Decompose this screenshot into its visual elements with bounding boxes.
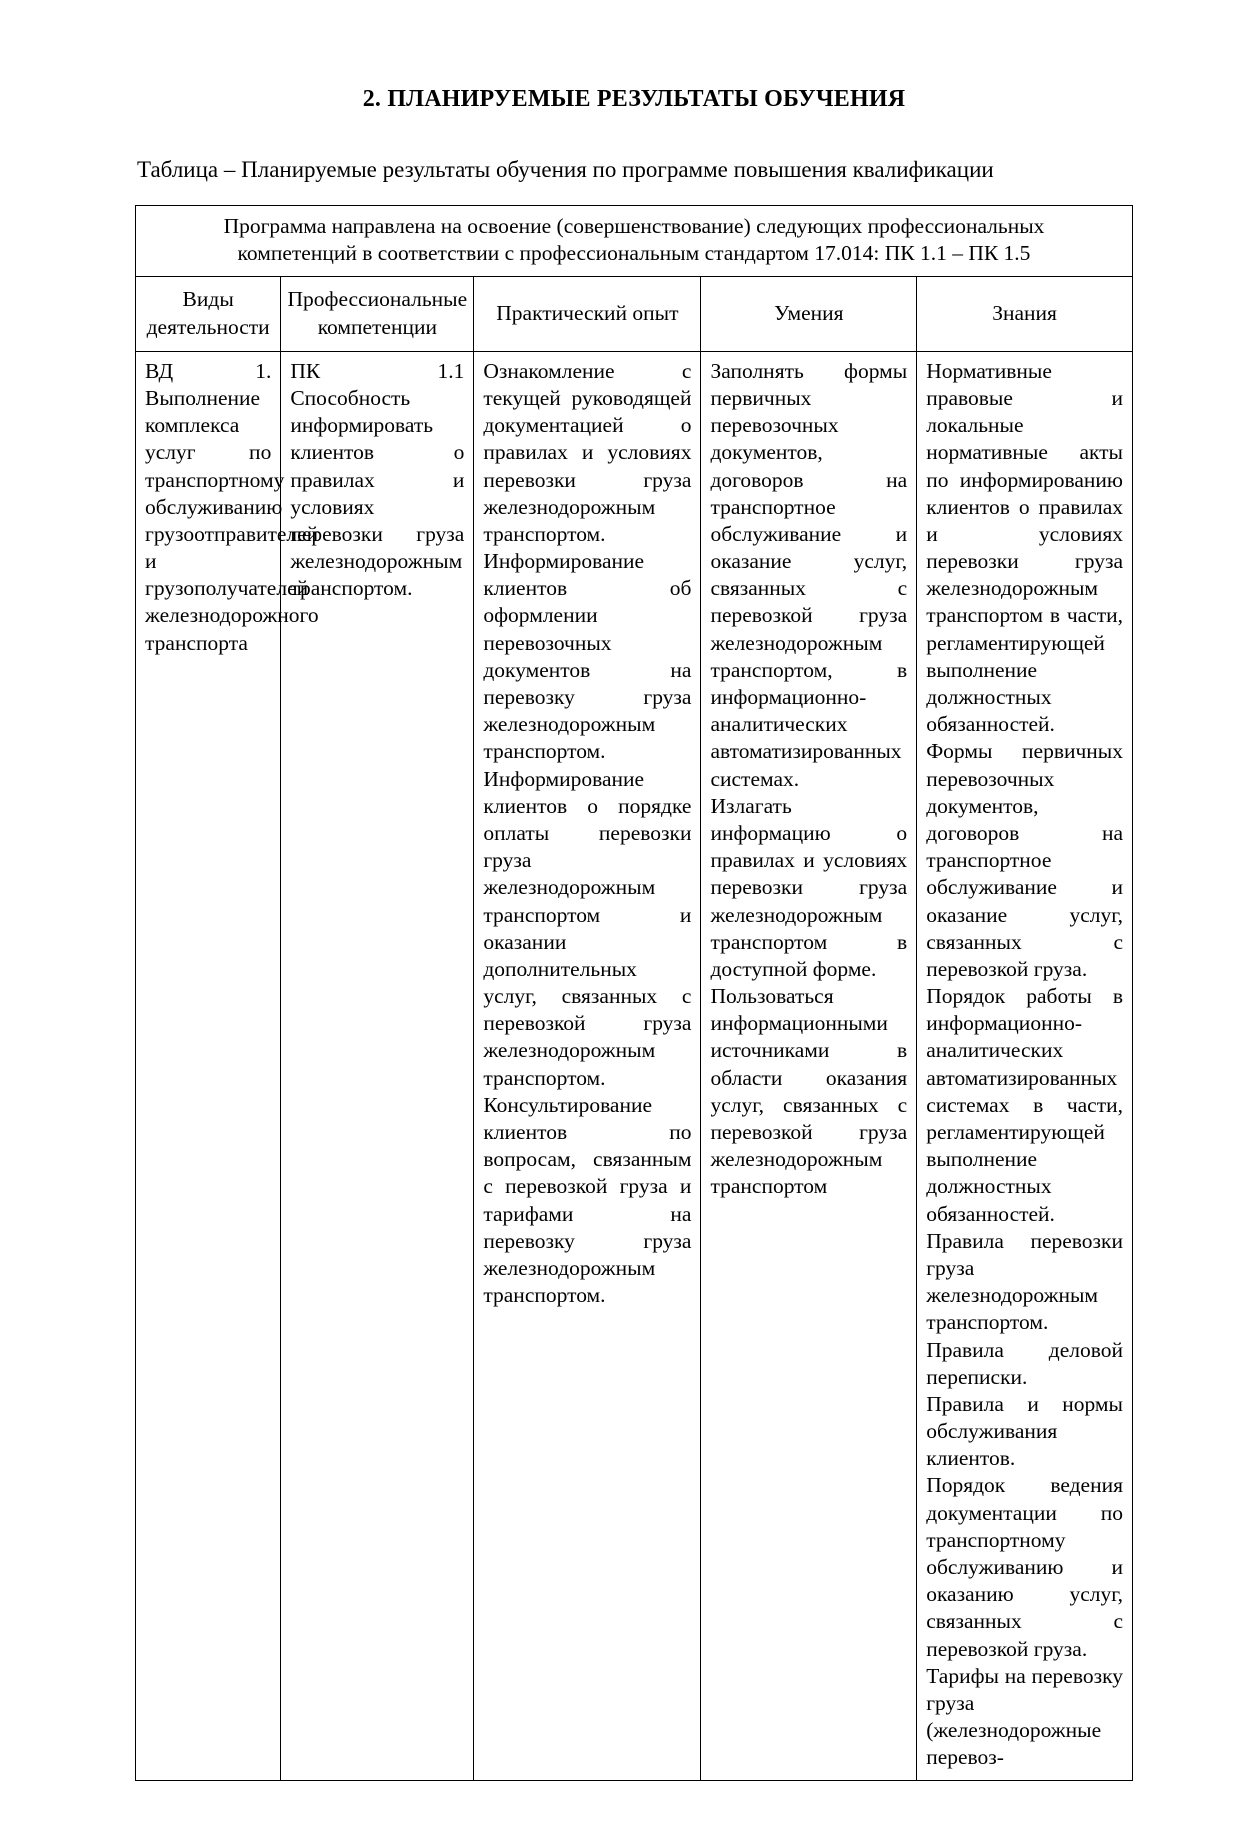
knowledge-item: Нормативные правовые и локальные нормативные акты по информированию клиентов о правилах и условиях перевозки груза железнодорожным транспортом в части, регламентирующей выполнение должностных обязанностей. xyxy=(926,358,1123,737)
experience-item: Информирование клиентов об оформлении перевозочных документов на перевозку груза железнодорожным транспортом. xyxy=(483,549,692,764)
table-header-row xyxy=(136,277,1133,351)
knowledge-item: Формы первичных перевозочных документов, договоров на транспортное обслуживание и оказание услуг, связанных с перевозкой груза. xyxy=(926,739,1123,981)
column-header-competence: Профессиональные компетенции xyxy=(281,277,474,351)
table-banner-row xyxy=(136,206,1133,277)
cell-knowledge xyxy=(917,351,1133,1780)
cell-skills xyxy=(701,351,917,1780)
knowledge-item: Правила и нормы обслуживания клиентов. xyxy=(926,1391,1123,1471)
knowledge-item: Порядок ведения документации по транспортному обслуживанию и оказанию услуг, связанных с перевозкой груза. xyxy=(926,1473,1123,1661)
table-caption: Таблица – Планируемые результаты обучения по программе повышения квалификации xyxy=(137,157,994,182)
skill-item: Заполнять формы первичных перевозочных документов, договоров на транспортное обслуживание и оказание услуг, связанных с перевозкой груза железнодорожным транспортом, в информационно-аналитических автоматизированных системах. xyxy=(710,358,908,791)
activity-text: ВД 1. Выполнение комплекса услуг по транспортному обслуживанию грузоотправителей и грузополучателей железнодорожного транспорта xyxy=(145,358,319,655)
cell-activity xyxy=(136,351,319,1780)
experience-item: Информирование клиентов о порядке оплаты перевозки груза железнодорожным транспортом и оказании дополнительных услуг, связанных с перевозкой груза железнодорожным транспортом. xyxy=(483,766,692,1090)
cell-experience xyxy=(474,351,701,1780)
page-title: 2. ПЛАНИРУЕМЫЕ РЕЗУЛЬТАТЫ ОБУЧЕНИЯ xyxy=(362,86,906,112)
cell-competence xyxy=(281,351,474,1780)
knowledge-item: Тарифы на перевозку груза (железнодорожные перевоз- xyxy=(926,1663,1123,1770)
column-header-experience: Практический опыт xyxy=(474,277,701,351)
knowledge-item: Порядок работы в информационно-аналитических автоматизированных системах в части, регламентирующей выполнение должностных обязанностей. xyxy=(926,984,1123,1226)
table-banner: Программа направлена на освоение (совершенствование) следующих профессиональных компетенций в соответствии с профессиональным стандартом 17.014: ПК 1.1 – ПК 1.5 xyxy=(136,206,1133,277)
table-row xyxy=(136,351,1133,1780)
column-header-knowledge: Знания xyxy=(917,277,1133,351)
skill-item: Излагать информацию о правилах и условиях перевозки груза железнодорожным транспортом в доступной форме. xyxy=(710,793,908,981)
knowledge-item: Правила перевозки груза железнодорожным транспортом. xyxy=(926,1228,1123,1335)
experience-item: Ознакомление с текущей руководящей документацией о правилах и условиях перевозки груза железнодорожным транспортом. xyxy=(483,358,692,546)
knowledge-item: Правила деловой переписки. xyxy=(926,1337,1123,1389)
column-header-activity: Виды деятельности xyxy=(136,277,281,351)
competence-text: ПК 1.1 Способность информировать клиентов о правилах и условиях перевозки груза железнодорожным транспортом. xyxy=(290,358,465,601)
experience-item: Консультирование клиентов по вопросам, связанным с перевозкой груза и тарифами на перевозку груза железнодорожным транспортом. xyxy=(483,1092,692,1308)
column-header-skills: Умения xyxy=(701,277,917,351)
planned-results-table xyxy=(135,205,1133,1781)
skill-item: Пользоваться информационными источниками в области оказания услуг, связанных с перевозкой груза железнодорожным транспортом xyxy=(710,984,908,1199)
